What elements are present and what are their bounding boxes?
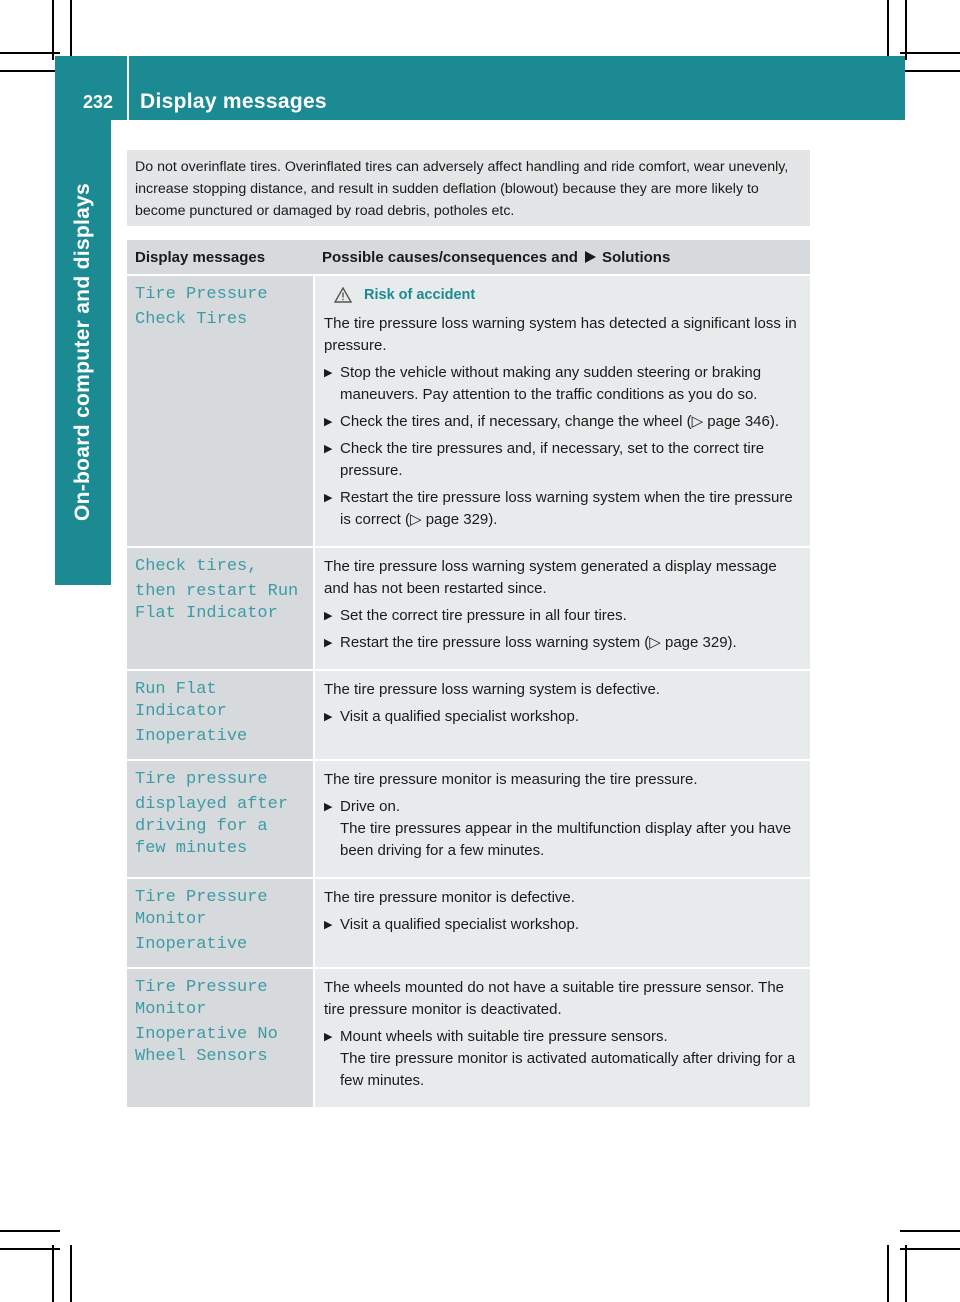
step-arrow-icon: ▶ bbox=[324, 610, 333, 622]
display-message-text: Check tires, bbox=[135, 557, 258, 576]
solution-cell bbox=[315, 969, 810, 1107]
crop-mark bbox=[52, 0, 54, 60]
table-row bbox=[127, 969, 810, 1107]
step-arrow-icon: ▶ bbox=[324, 1031, 333, 1043]
page-title: Display messages bbox=[140, 90, 327, 113]
cause-text: The wheels mounted do not have a suitable tire pressure sensor. The tire pressure monitor is deactivated. bbox=[324, 979, 784, 1018]
step-arrow-icon: ▶ bbox=[324, 919, 333, 931]
header-divider bbox=[127, 56, 129, 120]
warning-triangle-icon bbox=[334, 287, 352, 303]
step-body bbox=[340, 1026, 804, 1092]
solution-cell bbox=[315, 548, 810, 669]
crop-mark bbox=[900, 52, 960, 54]
crop-mark bbox=[0, 52, 60, 54]
solution-step bbox=[324, 438, 804, 482]
display-message-text: displayed after driving for a few minutes bbox=[135, 795, 289, 858]
step-text: Visit a qualified specialist workshop. bbox=[340, 916, 580, 933]
display-message-text: Check Tires bbox=[135, 310, 248, 329]
step-text: Set the correct tire pressure in all four tires. bbox=[340, 607, 627, 624]
step-text: Stop the vehicle without making any sudden steering or braking maneuvers. Pay attention to the traffic conditions as you do so. bbox=[340, 364, 762, 403]
crop-mark bbox=[70, 0, 72, 60]
col-header-display-messages: Display messages bbox=[135, 248, 266, 266]
display-message-cell bbox=[127, 276, 313, 546]
solution-step bbox=[324, 362, 804, 406]
step-text: Check the tire pressures and, if necessary, set to the correct tire pressure. bbox=[340, 440, 765, 479]
col-header-causes-text: Possible causes/consequences and bbox=[322, 248, 578, 266]
solution-cell bbox=[315, 761, 810, 877]
crop-mark bbox=[887, 1245, 889, 1302]
solution-cell bbox=[315, 671, 810, 759]
solution-cell bbox=[315, 276, 810, 546]
display-messages-table bbox=[127, 240, 810, 1109]
crop-mark bbox=[0, 70, 60, 72]
display-message-text: Tire pressure bbox=[135, 770, 268, 789]
step-arrow-icon: ▶ bbox=[324, 637, 333, 649]
display-message-text: Tire Pressure Monitor bbox=[135, 888, 268, 929]
display-message-cell bbox=[127, 879, 313, 967]
step-arrow-icon: ▶ bbox=[324, 711, 333, 723]
crop-mark bbox=[70, 1245, 72, 1302]
table-row bbox=[127, 879, 810, 967]
step-text: Mount wheels with suitable tire pressure sensors. bbox=[340, 1028, 668, 1045]
display-message-text: Tire Pressure Monitor bbox=[135, 978, 268, 1019]
display-message-text: then restart Run Flat Indicator bbox=[135, 582, 299, 623]
solution-step bbox=[324, 632, 804, 654]
table-header bbox=[127, 240, 810, 274]
crop-mark bbox=[905, 1245, 907, 1302]
display-message-cell bbox=[127, 761, 313, 877]
step-text: Check the tires and, if necessary, change the wheel (▷ page 346). bbox=[340, 413, 780, 430]
solution-step bbox=[324, 914, 804, 936]
arrow-right-icon bbox=[583, 250, 597, 264]
col-header-solutions-text: Solutions bbox=[601, 248, 671, 266]
cause-text: The tire pressure monitor is measuring the tire pressure. bbox=[324, 771, 698, 788]
crop-mark bbox=[900, 1230, 960, 1232]
crop-mark bbox=[900, 70, 960, 72]
step-result-text: The tire pressure monitor is activated automatically after driving for a few minutes. bbox=[340, 1050, 796, 1089]
table-row bbox=[127, 276, 810, 546]
cause-text: The tire pressure loss warning system is defective. bbox=[324, 681, 660, 698]
crop-mark bbox=[905, 0, 907, 60]
crop-mark bbox=[900, 1248, 960, 1250]
step-arrow-icon: ▶ bbox=[324, 367, 333, 379]
step-arrow-icon: ▶ bbox=[324, 443, 333, 455]
cause-text: The tire pressure loss warning system generated a display message and has not been restarted since. bbox=[324, 558, 777, 597]
cause-text: The tire pressure monitor is defective. bbox=[324, 889, 575, 906]
step-arrow-icon: ▶ bbox=[324, 416, 333, 428]
display-message-text: Run Flat Indicator bbox=[135, 680, 227, 721]
display-message-cell bbox=[127, 671, 313, 759]
side-tab-label: On-board computer and displays bbox=[71, 182, 94, 522]
solution-step bbox=[324, 411, 804, 433]
display-message-text: Inoperative No Wheel Sensors bbox=[135, 1025, 278, 1066]
step-text: Restart the tire pressure loss warning system (▷ page 329). bbox=[340, 634, 737, 651]
crop-mark bbox=[887, 0, 889, 60]
step-text: Visit a qualified specialist workshop. bbox=[340, 708, 580, 725]
crop-mark bbox=[0, 1248, 60, 1250]
note-box: Do not overinflate tires. Overinflated tires can adversely affect handling and ride comfort, wear unevenly, increase stopping distance, and result in sudden deflation (blowout) because they are more likely to become punctured or damaged by road debris, potholes etc. bbox=[127, 150, 810, 226]
display-message-text: Inoperative bbox=[135, 935, 248, 954]
table-row bbox=[127, 671, 810, 759]
display-message-cell bbox=[127, 969, 313, 1107]
step-text: Restart the tire pressure loss warning system when the tire pressure is correct (▷ page 329). bbox=[340, 489, 793, 528]
solution-cell bbox=[315, 879, 810, 967]
solution-step bbox=[324, 796, 804, 862]
crop-mark bbox=[0, 1230, 60, 1232]
table-row bbox=[127, 548, 810, 669]
step-text: Drive on. bbox=[340, 798, 401, 815]
step-arrow-icon: ▶ bbox=[324, 801, 333, 813]
crop-mark bbox=[52, 1245, 54, 1302]
step-result-text: The tire pressures appear in the multifunction display after you have been driving for a few minutes. bbox=[340, 820, 792, 859]
display-message-text: Tire Pressure bbox=[135, 285, 268, 304]
warning-label: Risk of accident bbox=[364, 287, 476, 303]
step-body bbox=[340, 796, 804, 862]
solution-step bbox=[324, 706, 804, 728]
display-message-cell bbox=[127, 548, 313, 669]
solution-step bbox=[324, 1026, 804, 1092]
step-arrow-icon: ▶ bbox=[324, 492, 333, 504]
page-number: 232 bbox=[83, 92, 114, 112]
table-row bbox=[127, 761, 810, 877]
solution-step bbox=[324, 487, 804, 531]
display-message-text: Inoperative bbox=[135, 727, 248, 746]
col-header-causes bbox=[313, 240, 810, 274]
warning-heading bbox=[324, 284, 804, 306]
cause-text: The tire pressure loss warning system has detected a significant loss in pressure. bbox=[324, 315, 797, 354]
solution-step bbox=[324, 605, 804, 627]
